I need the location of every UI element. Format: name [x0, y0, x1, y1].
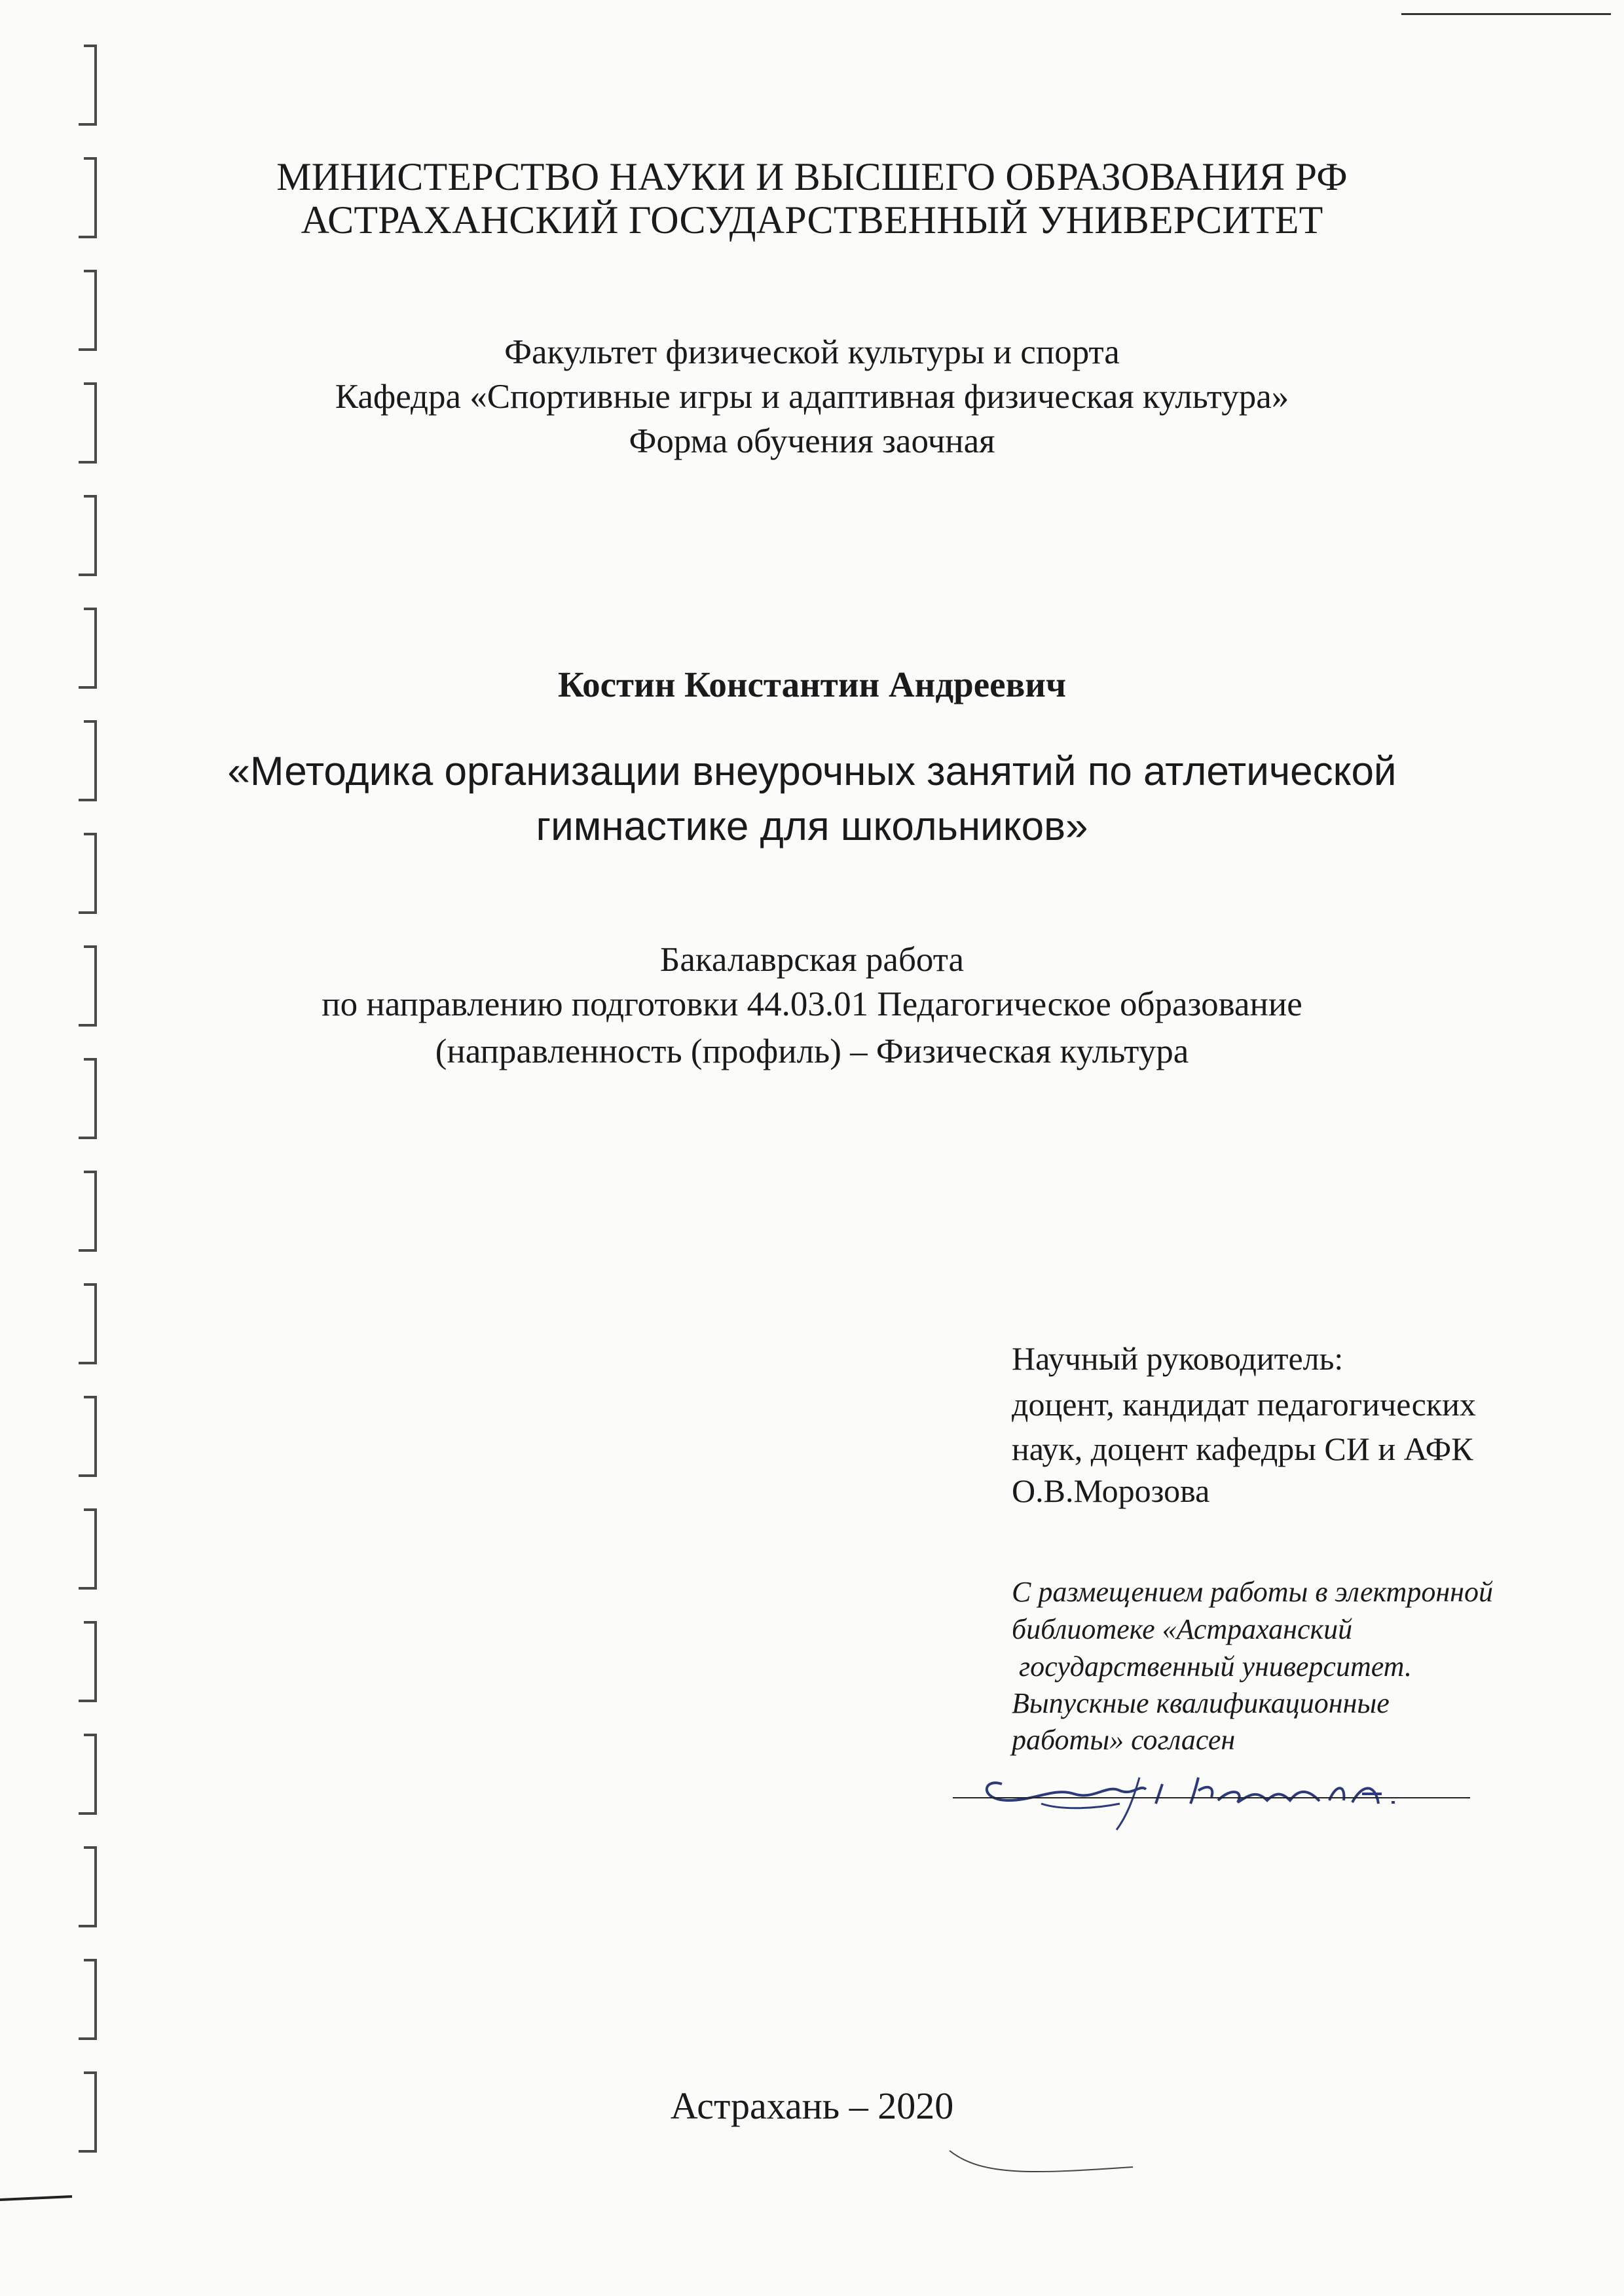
university-name: АСТРАХАНСКИЙ ГОСУДАРСТВЕННЫЙ УНИВЕРСИТЕТ [301, 198, 1323, 242]
work-type: Бакалаврская работа [659, 941, 965, 979]
supervisor-label: Научный руководитель: [1012, 1340, 1344, 1377]
supervisor-title-1: доцент, кандидат педагогических [1012, 1386, 1476, 1423]
work-profile: (направленность (профиль) – Физическая культура [435, 1032, 1189, 1070]
binding-ring [79, 1059, 96, 1138]
thesis-title-line-2: гимнастике для школьников» [536, 804, 1088, 849]
faculty-line: Факультет физической культуры и спорта [504, 333, 1120, 371]
author-name: Костин Константин Андреевич [557, 665, 1066, 704]
binding-ring [79, 1172, 96, 1250]
handwritten-signature [943, 1738, 1480, 1836]
study-form-line: Форма обучения заочная [629, 422, 995, 460]
supervisor-title-2: наук, доцент кафедры СИ и АФК [1012, 1430, 1473, 1467]
consent-line-3: государственный университет. [1019, 1650, 1412, 1683]
consent-line-5: работы» согласен [1012, 1724, 1236, 1756]
city-year: Астрахань – 2020 [670, 2085, 954, 2127]
chair-line: Кафедра «Спортивные игры и адаптивная физическая культура» [335, 378, 1289, 416]
consent-line-4: Выпускные квалификационные [1012, 1687, 1390, 1719]
pen-stroke-mark [943, 2141, 1139, 2187]
binding-ring [79, 46, 96, 124]
binding-ring [79, 1397, 96, 1476]
consent-line-1: С размещением работы в электронной [1012, 1576, 1493, 1608]
signature-line [953, 1797, 1470, 1798]
binding-ring [79, 496, 96, 575]
binding-ring [79, 1960, 96, 2039]
work-direction: по направлению подготовки 44.03.01 Педагогическое образование [322, 985, 1302, 1023]
binding-ring [79, 1622, 96, 1701]
thesis-title-line-1: «Методика организации внеурочных занятий по атлетической [227, 749, 1397, 794]
ministry-line-1: МИНИСТЕРСТВО НАУКИ И ВЫСШЕГО ОБРАЗОВАНИЯ РФ [276, 155, 1348, 198]
binding-ring [79, 1510, 96, 1588]
top-edge-line [1401, 13, 1611, 15]
binding-ring [79, 1735, 96, 1813]
binding-ring [79, 1285, 96, 1363]
consent-line-2: библиотеке «Астраханский [1012, 1613, 1353, 1645]
binding-ring [79, 1848, 96, 1926]
supervisor-name: О.В.Морозова [1012, 1472, 1210, 1509]
